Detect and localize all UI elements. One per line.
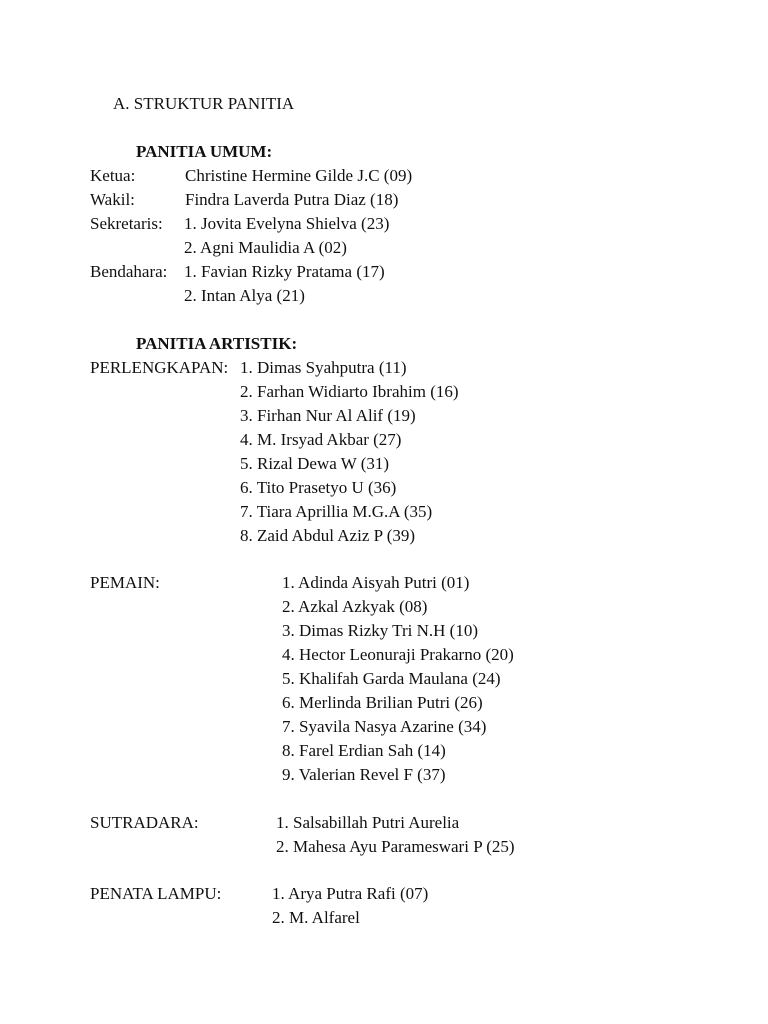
pemain-member: 6. Merlinda Brilian Putri (26) (282, 693, 483, 712)
ketua-value: Christine Hermine Gilde J.C (09) (185, 166, 413, 185)
bendahara-label: Bendahara: (90, 262, 168, 281)
pemain-member: 8. Farel Erdian Sah (14) (282, 741, 446, 760)
perlengkapan-label: PERLENGKAPAN: (90, 358, 229, 377)
perlengkapan-member: 7. Tiara Aprillia M.G.A (35) (240, 502, 433, 521)
pemain-member: 4. Hector Leonuraji Prakarno (20) (282, 645, 514, 664)
perlengkapan-member: 8. Zaid Abdul Aziz P (39) (240, 526, 416, 545)
perlengkapan-member: 1. Dimas Syahputra (11) (240, 358, 407, 377)
pemain-member: 2. Azkal Azkyak (08) (282, 597, 428, 616)
bendahara-member: 1. Favian Rizky Pratama (17) (184, 262, 385, 281)
perlengkapan-member: 4. M. Irsyad Akbar (27) (240, 430, 402, 449)
sutradara-member: 2. Mahesa Ayu Parameswari P (25) (276, 837, 515, 856)
pemain-member: 5. Khalifah Garda Maulana (24) (282, 669, 501, 688)
bendahara-member: 2. Intan Alya (21) (184, 286, 305, 305)
pemain-member: 7. Syavila Nasya Azarine (34) (282, 717, 487, 736)
perlengkapan-member: 6. Tito Prasetyo U (36) (240, 478, 397, 497)
sekretaris-member: 1. Jovita Evelyna Shielva (23) (184, 214, 390, 233)
sutradara-label: SUTRADARA: (90, 813, 199, 832)
pemain-member: 9. Valerian Revel F (37) (282, 765, 446, 784)
penata-lampu-label: PENATA LAMPU: (90, 884, 222, 903)
wakil-value: Findra Laverda Putra Diaz (18) (185, 190, 399, 209)
sekretaris-label: Sekretaris: (90, 214, 163, 233)
pemain-label: PEMAIN: (90, 573, 160, 592)
section-heading-panitia-umum: PANITIA UMUM: (136, 142, 273, 161)
perlengkapan-member: 2. Farhan Widiarto Ibrahim (16) (240, 382, 459, 401)
ketua-label: Ketua: (90, 166, 136, 185)
pemain-member: 3. Dimas Rizky Tri N.H (10) (282, 621, 478, 640)
penata-lampu-member: 2. M. Alfarel (272, 908, 360, 927)
penata-lampu-member: 1. Arya Putra Rafi (07) (272, 884, 429, 903)
section-heading-panitia-artistik: PANITIA ARTISTIK: (136, 334, 298, 353)
wakil-label: Wakil: (90, 190, 135, 209)
pemain-member: 1. Adinda Aisyah Putri (01) (282, 573, 470, 592)
sutradara-member: 1. Salsabillah Putri Aurelia (276, 813, 460, 832)
page-title: A. STRUKTUR PANITIA (113, 94, 295, 113)
perlengkapan-member: 3. Firhan Nur Al Alif (19) (240, 406, 416, 425)
sekretaris-member: 2. Agni Maulidia A (02) (184, 238, 347, 257)
perlengkapan-member: 5. Rizal Dewa W (31) (240, 454, 390, 473)
